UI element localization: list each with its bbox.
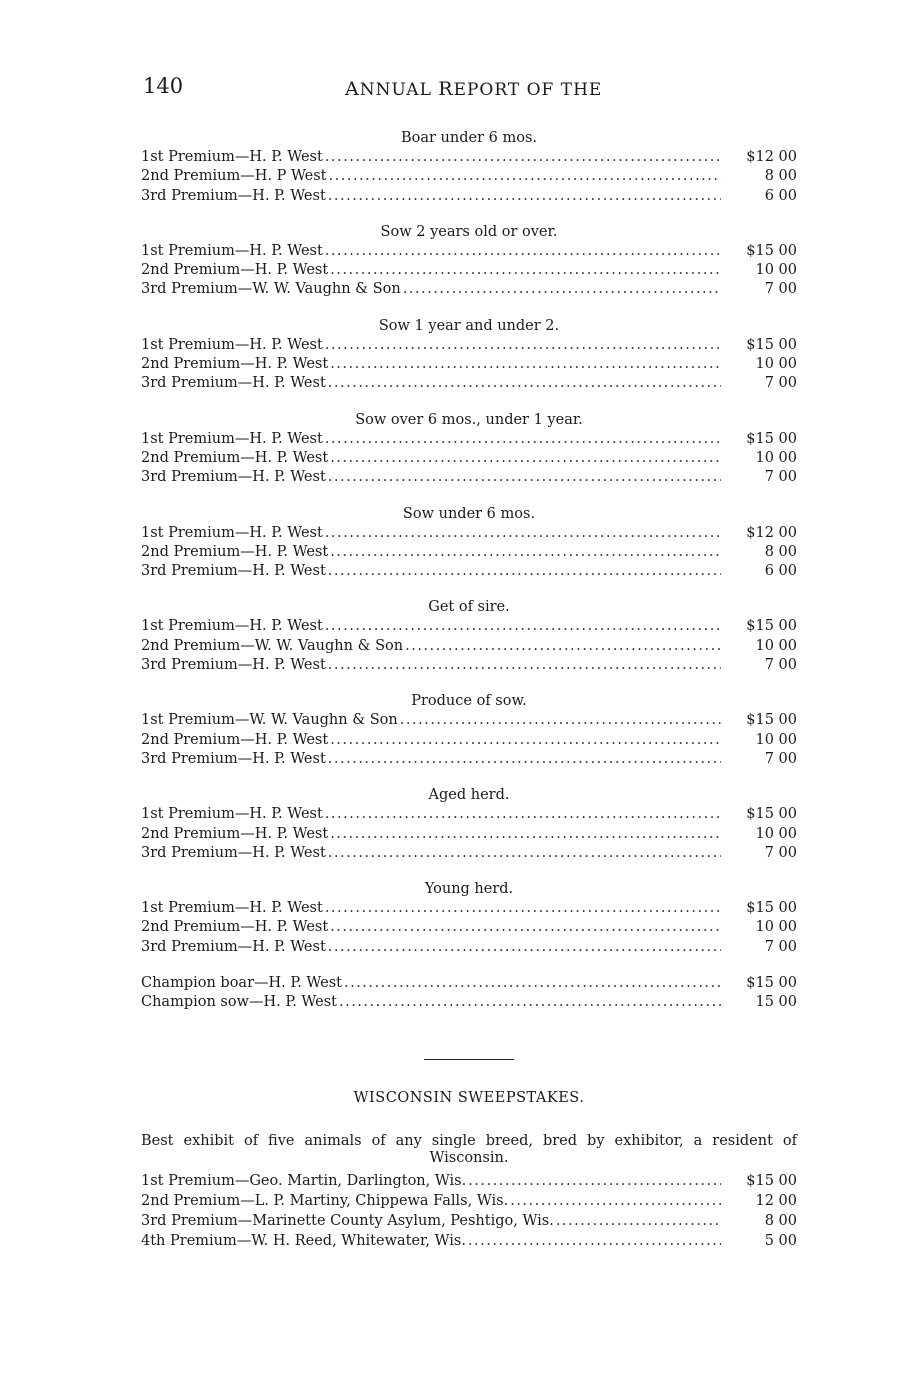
- award-section: [141, 598, 797, 675]
- award-amount: 7 00: [764, 844, 797, 861]
- award-section: [141, 505, 797, 582]
- award-place: 1st: [141, 336, 164, 353]
- award-place-and-winner: [141, 148, 323, 167]
- award-amount: $15 00: [746, 900, 797, 917]
- dot-leader: [325, 524, 721, 543]
- award-row: [141, 617, 797, 636]
- award-place-and-winner: [141, 187, 326, 206]
- award-place-and-winner: [141, 524, 323, 543]
- award-row: [141, 187, 797, 206]
- award-place-and-winner: [141, 280, 401, 299]
- dot-leader: [325, 899, 721, 918]
- award-winner: Premium—H. P. West: [171, 375, 326, 392]
- award-winner: Premium—H. P. West: [168, 900, 323, 917]
- section-title: Sow 2 years old or over.: [380, 223, 558, 240]
- award-winner: Premium—H. P. West: [173, 449, 329, 466]
- dot-leader: [330, 355, 721, 374]
- award-winner: Premium—H. P. West: [168, 524, 323, 541]
- award-place: 1st: [141, 242, 164, 259]
- dot-leader: [328, 374, 721, 393]
- award-place-and-winner: [141, 1231, 466, 1251]
- dot-leader: [329, 167, 721, 186]
- award-place: 3rd: [141, 750, 167, 767]
- award-sections: [141, 129, 797, 957]
- award-winner: Premium—H. P. West: [173, 825, 329, 842]
- award-place: 3rd: [141, 281, 167, 298]
- award-row: [141, 430, 797, 449]
- running-head-part-2: EPORT OF THE: [453, 80, 603, 100]
- dot-leader: [328, 938, 721, 957]
- dot-leader: [328, 562, 721, 581]
- award-row: [141, 711, 797, 730]
- award-row: [141, 637, 797, 656]
- award-amount: 10 00: [755, 449, 797, 466]
- award-row: [141, 261, 797, 280]
- running-head: [345, 78, 602, 100]
- award-winner: Premium—W. W. Vaughn & Son: [173, 637, 404, 654]
- section-title: Aged herd.: [428, 787, 510, 804]
- award-amount: 8 00: [764, 168, 797, 185]
- dot-leader: [325, 336, 721, 355]
- award-winner: Premium—H. P. West: [168, 149, 323, 165]
- award-place: 2nd: [141, 262, 169, 279]
- award-winner: Premium—Marinette County Asylum, Peshtigo, Wis.: [171, 1212, 554, 1229]
- award-section: [141, 317, 797, 394]
- award-row: [141, 1171, 797, 1191]
- award-winner: Premium—W. W. Vaughn & Son: [171, 281, 401, 298]
- award-row: [141, 750, 797, 769]
- dot-leader: [328, 468, 721, 487]
- award-place-and-winner: [141, 750, 326, 769]
- award-place-and-winner: [141, 899, 323, 918]
- award-place: 1st: [141, 712, 164, 729]
- award-place-and-winner: [141, 261, 328, 280]
- award-place-and-winner: [141, 844, 326, 863]
- champion-row: [141, 974, 797, 993]
- champion-row: [141, 993, 797, 1012]
- award-amount: 8 00: [764, 1212, 797, 1229]
- award-section: [141, 223, 797, 300]
- award-section: [141, 411, 797, 488]
- dot-leader: [328, 187, 721, 206]
- dot-leader: [468, 1171, 721, 1191]
- award-row: [141, 355, 797, 374]
- section-title: Sow over 6 mos., under 1 year.: [355, 411, 583, 428]
- dot-leader: [325, 617, 721, 636]
- award-winner: Premium—H. P. West: [173, 356, 329, 373]
- dot-leader: [330, 449, 721, 468]
- dot-leader: [325, 430, 721, 449]
- award-row: [141, 918, 797, 937]
- award-amount: $12 00: [746, 149, 797, 165]
- award-place-and-winner: [141, 938, 326, 957]
- award-row: [141, 242, 797, 261]
- award-amount: 6 00: [764, 563, 797, 580]
- award-row: [141, 899, 797, 918]
- dot-leader: [325, 242, 721, 261]
- award-winner: Premium—H. P. West: [168, 336, 323, 353]
- award-row: [141, 1211, 797, 1231]
- award-winner: Premium—H. P. West: [173, 543, 329, 560]
- award-row: [141, 731, 797, 750]
- page-number: 140: [143, 74, 184, 98]
- award-winner: Premium—H. P. West: [168, 806, 323, 823]
- award-place-and-winner: [141, 637, 403, 656]
- section-title: Sow under 6 mos.: [402, 505, 536, 522]
- award-place: 2nd: [141, 168, 169, 185]
- award-row: [141, 280, 797, 299]
- award-place-and-winner: [141, 918, 328, 937]
- award-row: [141, 1231, 797, 1251]
- award-winner: Premium—H. P. West: [168, 242, 323, 259]
- award-row: [141, 656, 797, 675]
- champion-awards: [141, 974, 797, 1013]
- award-amount: $15 00: [746, 618, 797, 635]
- award-amount: $15 00: [746, 336, 797, 353]
- award-amount: 10 00: [755, 637, 797, 654]
- award-section: [141, 786, 797, 863]
- award-place: 3rd: [141, 657, 167, 674]
- award-row: [141, 844, 797, 863]
- award-place-and-winner: [141, 242, 323, 261]
- award-amount: 7 00: [764, 375, 797, 392]
- dot-leader: [330, 825, 721, 844]
- award-place: 2nd: [141, 731, 169, 748]
- section-title: Boar under 6 mos.: [400, 130, 537, 146]
- dot-leader: [328, 750, 721, 769]
- champion-name: Champion sow—H. P. West: [141, 994, 337, 1011]
- award-amount: 8 00: [764, 543, 797, 560]
- award-place-and-winner: [141, 805, 323, 824]
- champion-name: Champion boar—H. P. West: [141, 975, 342, 992]
- award-place-and-winner: [141, 449, 328, 468]
- section-divider-rule: [424, 1059, 514, 1060]
- award-place-and-winner: [141, 1211, 554, 1231]
- dot-leader: [400, 711, 721, 730]
- award-place: 2nd: [141, 919, 169, 936]
- dot-leader: [330, 731, 721, 750]
- award-amount: $15 00: [746, 430, 797, 447]
- award-amount: 6 00: [764, 187, 797, 204]
- running-head-initial-a: A: [345, 78, 360, 100]
- award-place: 4th: [141, 1232, 166, 1249]
- dot-leader: [330, 918, 721, 937]
- award-winner: Premium—L. P. Martiny, Chippewa Falls, Wis.: [173, 1192, 509, 1209]
- sweepstakes-title: WISCONSIN SWEEPSTAKES.: [353, 1089, 585, 1106]
- dot-leader: [325, 148, 721, 167]
- award-place: 2nd: [141, 1192, 169, 1209]
- award-amount: $15 00: [746, 1172, 797, 1189]
- sweepstakes-description: Best exhibit of five animals of any single breed, bred by exhibitor, a resident of Wisconsin.: [141, 1132, 797, 1166]
- award-winner: Premium—W. W. Vaughn & Son: [168, 712, 398, 729]
- award-amount: 10 00: [755, 262, 797, 279]
- dot-leader: [403, 280, 721, 299]
- award-place: 1st: [141, 806, 164, 823]
- dot-leader: [405, 637, 721, 656]
- award-row: [141, 449, 797, 468]
- dot-leader: [556, 1211, 721, 1231]
- award-place: 3rd: [141, 187, 167, 204]
- award-place-and-winner: [141, 355, 328, 374]
- award-place: 2nd: [141, 449, 169, 466]
- award-amount: 5 00: [764, 1232, 797, 1249]
- dot-leader: [328, 656, 721, 675]
- award-place: 1st: [141, 524, 164, 541]
- award-place-and-winner: [141, 336, 323, 355]
- award-winner: Premium—H. P. West: [168, 618, 323, 635]
- dot-leader: [330, 261, 721, 280]
- dot-leader: [328, 844, 721, 863]
- award-place: 2nd: [141, 637, 169, 654]
- award-winner: Premium—W. H. Reed, Whitewater, Wis.: [170, 1232, 466, 1249]
- award-row: [141, 805, 797, 824]
- award-place: 3rd: [141, 1212, 167, 1229]
- dot-leader: [330, 543, 721, 562]
- award-winner: Premium—H. P. West: [173, 262, 329, 279]
- award-place-and-winner: [141, 562, 326, 581]
- award-winner: Premium—H. P. West: [168, 430, 323, 447]
- award-place-and-winner: [141, 374, 326, 393]
- award-place: 1st: [141, 149, 164, 165]
- award-row: [141, 825, 797, 844]
- award-winner: Premium—H. P West: [173, 168, 327, 185]
- award-winner: Premium—H. P. West: [173, 919, 329, 936]
- premium-list: [141, 129, 797, 1251]
- award-place: 2nd: [141, 356, 169, 373]
- award-amount: 7 00: [764, 657, 797, 674]
- running-head-initial-r: R: [438, 78, 454, 100]
- award-place: 1st: [141, 900, 164, 917]
- award-row: [141, 938, 797, 957]
- award-winner: Premium—H. P. West: [171, 750, 326, 767]
- dot-leader: [510, 1191, 721, 1211]
- award-place-and-winner: [141, 617, 323, 636]
- dot-leader: [325, 805, 721, 824]
- award-place-and-winner: [141, 656, 326, 675]
- award-section: [141, 692, 797, 769]
- award-place: 3rd: [141, 375, 167, 392]
- award-amount: 10 00: [755, 825, 797, 842]
- award-place-and-winner: [141, 543, 328, 562]
- award-row: [141, 468, 797, 487]
- award-amount: 10 00: [755, 919, 797, 936]
- award-section: [141, 880, 797, 957]
- section-title: Produce of sow.: [411, 693, 527, 710]
- award-winner: Premium—H. P. West: [173, 731, 329, 748]
- award-section: [141, 129, 797, 206]
- dot-leader: [468, 1231, 721, 1251]
- award-row: [141, 374, 797, 393]
- award-amount: 7 00: [764, 750, 797, 767]
- award-place-and-winner: [141, 1171, 466, 1191]
- award-amount: $15 00: [746, 806, 797, 823]
- award-winner: Premium—H. P. West: [171, 187, 326, 204]
- award-amount: 12 00: [755, 1192, 797, 1209]
- dot-leader: [339, 993, 721, 1012]
- award-row: [141, 562, 797, 581]
- award-winner: Premium—H. P. West: [171, 938, 326, 955]
- award-place-and-winner: [141, 731, 328, 750]
- award-place: 3rd: [141, 938, 167, 955]
- award-place: 3rd: [141, 469, 167, 486]
- section-title: Sow 1 year and under 2.: [378, 317, 560, 334]
- award-place: 1st: [141, 430, 164, 447]
- award-row: [141, 1191, 797, 1211]
- award-amount: 10 00: [755, 731, 797, 748]
- dot-leader: [344, 974, 721, 993]
- award-place-and-winner: [141, 430, 323, 449]
- award-winner: Premium—H. P. West: [171, 657, 326, 674]
- award-amount: 7 00: [764, 469, 797, 486]
- sweepstakes-awards: [141, 1171, 797, 1251]
- award-place-and-winner: [141, 1191, 508, 1211]
- award-row: [141, 336, 797, 355]
- award-place: 3rd: [141, 844, 167, 861]
- award-amount: 10 00: [755, 356, 797, 373]
- award-place: 1st: [141, 1172, 164, 1189]
- award-place: 1st: [141, 618, 164, 635]
- award-amount: $15 00: [746, 712, 797, 729]
- award-row: [141, 148, 797, 167]
- section-title: Young herd.: [424, 881, 514, 898]
- section-title: Get of sire.: [428, 599, 510, 616]
- award-place-and-winner: [141, 167, 327, 186]
- award-row: [141, 543, 797, 562]
- award-amount: $15 00: [746, 242, 797, 259]
- award-place-and-winner: [141, 468, 326, 487]
- running-head-part-1: NNUAL: [359, 80, 439, 100]
- champion-amount: $15 00: [746, 975, 797, 992]
- champion-amount: 15 00: [755, 994, 797, 1011]
- award-amount: 7 00: [764, 281, 797, 298]
- award-winner: Premium—H. P. West: [171, 469, 326, 486]
- award-amount: 7 00: [764, 938, 797, 955]
- award-amount: $12 00: [746, 524, 797, 541]
- award-winner: Premium—Geo. Martin, Darlington, Wis.: [168, 1172, 467, 1189]
- award-place: 2nd: [141, 825, 169, 842]
- award-place-and-winner: [141, 711, 398, 730]
- award-place: 3rd: [141, 563, 167, 580]
- award-place: 2nd: [141, 543, 169, 560]
- award-winner: Premium—H. P. West: [171, 563, 326, 580]
- award-row: [141, 524, 797, 543]
- award-place-and-winner: [141, 825, 328, 844]
- award-winner: Premium—H. P. West: [171, 844, 326, 861]
- award-row: [141, 167, 797, 186]
